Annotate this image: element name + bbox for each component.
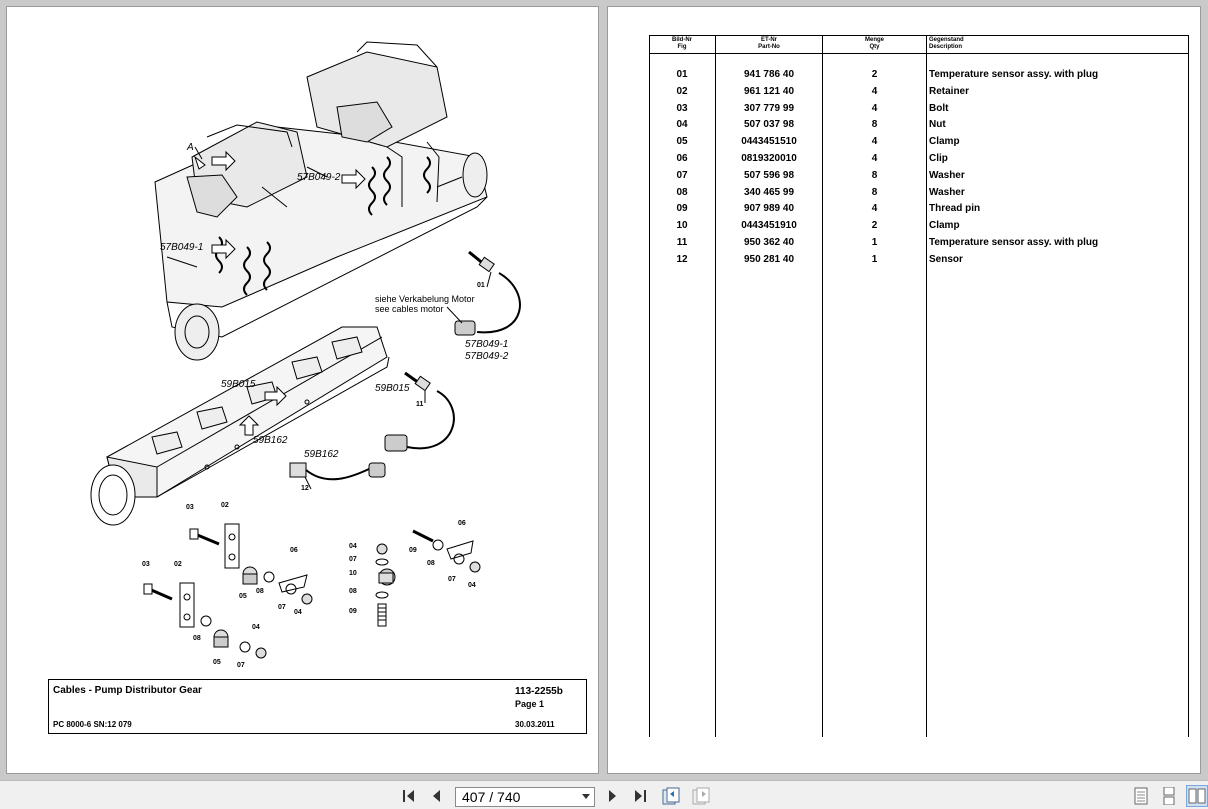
cell-description: Clip: [929, 153, 948, 164]
drawing-title: Cables - Pump Distributor Gear: [53, 685, 202, 696]
cell-description: Retainer: [929, 85, 970, 97]
cell-qty: 2: [871, 69, 878, 80]
facing-pages-view-icon: [1188, 787, 1206, 805]
cell-description: Clamp: [929, 136, 960, 148]
cell-part-no: 340 465 99: [743, 186, 795, 198]
item-label: 05: [213, 659, 221, 666]
table-header: [649, 36, 1189, 54]
item-label: 02: [221, 502, 229, 509]
cell-part-no: 950 281 40: [743, 253, 795, 265]
table-row: [649, 170, 1189, 187]
cell-qty: 4: [871, 102, 878, 114]
last-page-button[interactable]: [629, 785, 651, 807]
item-label: 04: [294, 609, 302, 616]
cell-qty: 2: [871, 220, 878, 232]
cell-qty: 8: [871, 169, 878, 181]
continuous-view-button[interactable]: [1158, 785, 1180, 807]
cell-qty: 1: [871, 253, 878, 265]
cell-qty: 4: [871, 203, 878, 215]
continuous-view-icon: [1161, 787, 1177, 805]
header-qty-de: Menge: [864, 37, 884, 43]
cell-qty: 1: [871, 237, 878, 248]
note-english: see cables motor: [375, 304, 444, 314]
cell-part-no: 507 037 98: [743, 119, 795, 131]
callout-57b049-2-sensor: 57B049-2: [465, 351, 509, 362]
cell-part-no: 0443451510: [741, 136, 797, 148]
item-label: 12: [301, 485, 309, 492]
page-separator: /: [485, 789, 498, 805]
cell-fig: 11: [676, 237, 688, 248]
callout-57b049-2: 57B049-2: [297, 172, 341, 183]
item-label: 09: [409, 547, 417, 554]
header-part-en: Part-No: [758, 44, 780, 50]
total-pages: 740: [497, 789, 521, 805]
cell-description: Washer: [929, 186, 965, 198]
cell-part-no: 907 989 40: [743, 203, 795, 215]
item-label: 03: [186, 504, 194, 511]
go-forward-button[interactable]: [690, 785, 712, 807]
callout-59b162: 59B162: [253, 435, 288, 446]
cell-part-no: 941 786 40: [743, 69, 795, 80]
cell-fig: 02: [676, 85, 688, 97]
cell-fig: 10: [676, 220, 688, 232]
cell-description: Bolt: [929, 102, 949, 114]
cell-part-no: 0443451910: [741, 220, 797, 232]
table-row: [649, 86, 1189, 103]
first-page-button[interactable]: [398, 785, 420, 807]
cell-part-no: 0819320010: [741, 153, 797, 164]
header-fig-en: Fig: [677, 44, 687, 50]
header-fig: [649, 37, 715, 51]
cell-fig: 07: [676, 169, 688, 181]
item-label: 04: [252, 624, 260, 631]
cell-description: Sensor: [929, 253, 963, 265]
note-german: siehe Verkabelung Motor: [375, 294, 475, 304]
table-row: [649, 187, 1189, 204]
title-block: [48, 679, 587, 734]
drawing-page: [6, 6, 599, 774]
item-label: 02: [174, 561, 182, 568]
parts-list-page: [607, 6, 1201, 774]
header-desc-de: Gegenstand: [929, 37, 964, 43]
callout-59b162-sensor: 59B162: [304, 449, 339, 460]
table-row: [649, 237, 1189, 254]
machine-model: PC 8000-6 SN:12 079: [53, 720, 132, 729]
item-label: 08: [349, 588, 357, 595]
item-label: 03: [142, 561, 150, 568]
item-label: 09: [349, 608, 357, 615]
go-back-button[interactable]: [660, 785, 682, 807]
cell-qty: 4: [871, 153, 878, 164]
cell-description: Washer: [929, 169, 965, 181]
table-row: [649, 153, 1189, 170]
item-label: 08: [193, 635, 201, 642]
header-fig-de: Bild-Nr: [672, 37, 692, 43]
cell-qty: 8: [871, 186, 878, 198]
item-label: 07: [278, 604, 286, 611]
item-label: 11: [416, 401, 424, 408]
item-label: 04: [468, 582, 476, 589]
header-qty: [823, 37, 926, 51]
callout-59b015-sensor: 59B015: [375, 383, 410, 394]
cell-fig: 06: [676, 153, 688, 164]
page-number-select[interactable]: [455, 787, 595, 807]
cell-qty: 4: [871, 136, 878, 148]
navigation-toolbar: [0, 780, 1208, 809]
table-row: [649, 203, 1189, 220]
drawing-date: 30.03.2011: [515, 720, 555, 729]
table-row: [649, 254, 1189, 271]
cell-description: Nut: [929, 119, 946, 131]
item-label: 07: [448, 576, 456, 583]
cell-part-no: 961 121 40: [743, 85, 795, 97]
item-label: 08: [256, 588, 264, 595]
current-page: 407: [462, 789, 486, 805]
item-label: 06: [290, 547, 298, 554]
header-qty-en: Qty: [869, 44, 880, 50]
last-page-icon: [631, 788, 649, 804]
header-desc-en: Description: [929, 44, 963, 50]
previous-page-button[interactable]: [426, 785, 448, 807]
facing-pages-view-button[interactable]: [1186, 785, 1208, 807]
item-label: 06: [458, 520, 466, 527]
item-label: 01: [477, 282, 485, 289]
item-label: 07: [237, 662, 245, 669]
cell-description: Temperature sensor assy. with plug: [929, 69, 1099, 80]
cell-fig: 12: [676, 253, 688, 265]
cell-part-no: 507 596 98: [743, 169, 795, 181]
header-part-de: ET-Nr: [760, 37, 777, 43]
drawing-page-number: Page 1: [515, 699, 545, 709]
exploded-view-drawing: [7, 7, 600, 677]
cell-part-no: 950 362 40: [743, 237, 795, 248]
table-row: [649, 136, 1189, 153]
cell-fig: 03: [676, 102, 688, 114]
table-row: [649, 220, 1189, 237]
table-row: [649, 119, 1189, 136]
go-back-icon: [661, 786, 681, 806]
callout-a: A: [187, 142, 194, 153]
item-label: 05: [239, 593, 247, 600]
cell-fig: 09: [676, 203, 688, 215]
cell-qty: 4: [871, 85, 878, 97]
next-page-button[interactable]: [601, 785, 623, 807]
cell-fig: 05: [676, 136, 688, 148]
callout-57b049-1-sensor: 57B049-1: [465, 339, 509, 350]
cell-fig: 04: [676, 119, 688, 131]
go-forward-icon: [691, 786, 711, 806]
cell-description: Thread pin: [929, 203, 981, 215]
single-page-view-icon: [1133, 787, 1149, 805]
single-page-view-button[interactable]: [1130, 785, 1152, 807]
table-row: [649, 103, 1189, 120]
drawing-code: 113-2255b: [515, 686, 563, 697]
cell-description: Clamp: [929, 220, 960, 232]
header-desc: [929, 37, 1129, 51]
cell-part-no: 307 779 99: [743, 102, 795, 114]
first-page-icon: [400, 788, 418, 804]
previous-page-icon: [429, 788, 445, 804]
cell-description: Temperature sensor assy. with plug: [929, 237, 1099, 248]
item-label: 07: [349, 556, 357, 563]
item-label: 04: [349, 543, 357, 550]
chevron-down-icon: [582, 794, 590, 799]
header-part: [716, 37, 822, 51]
cell-qty: 8: [871, 119, 878, 131]
table-row: [649, 69, 1189, 86]
callout-59b015: 59B015: [221, 379, 256, 390]
item-label: 08: [427, 560, 435, 567]
cell-fig: 01: [676, 69, 688, 80]
cell-fig: 08: [676, 186, 688, 198]
parts-table: [649, 35, 1189, 736]
callout-57b049-1: 57B049-1: [160, 242, 204, 253]
item-label: 10: [349, 570, 357, 577]
next-page-icon: [604, 788, 620, 804]
